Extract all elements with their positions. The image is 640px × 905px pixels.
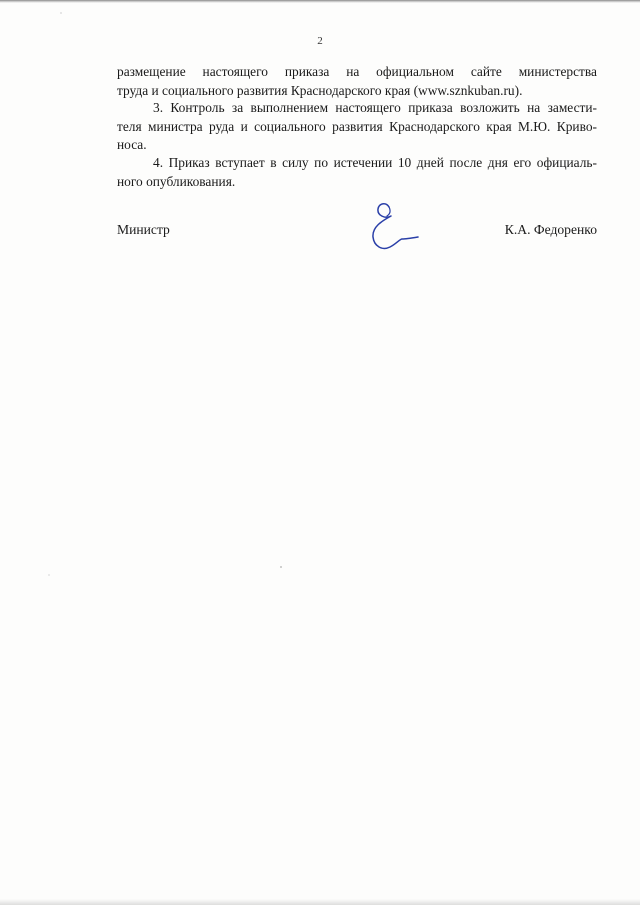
scan-edge-bottom [0, 899, 640, 905]
scan-speck [280, 566, 282, 568]
signature-block [117, 222, 597, 242]
paragraph-line: 3. Контроль за выполнением настоящего приказа возложить на замести- [153, 100, 597, 115]
page-number: 2 [317, 35, 323, 47]
paragraph-item-4 [117, 154, 597, 191]
paragraph-line: носа. [117, 137, 147, 152]
paragraph-line: ного опубликования. [117, 173, 236, 189]
signatory-title: Министр [117, 222, 170, 237]
paragraph-line: размещение настоящего приказа на официальном сайте министерства [117, 64, 597, 79]
handwritten-signature [362, 199, 426, 261]
paragraph-line: труда и социального развития Краснодарского края (www.sznkuban.ru). [117, 82, 523, 98]
paragraph-line: 4. Приказ вступает в силу по истечении 10 дней после дня его официаль- [153, 155, 597, 170]
scan-edge-top [0, 0, 640, 3]
scan-speck [48, 574, 50, 576]
paragraph-item-3 [117, 99, 597, 155]
scan-speck [60, 12, 62, 14]
signatory-name: К.А. Федоренко [504, 222, 597, 237]
paragraph-line: теля министра руда и социального развития Краснодарского края М.Ю. Криво- [117, 118, 597, 134]
paragraph-publication [117, 63, 597, 100]
